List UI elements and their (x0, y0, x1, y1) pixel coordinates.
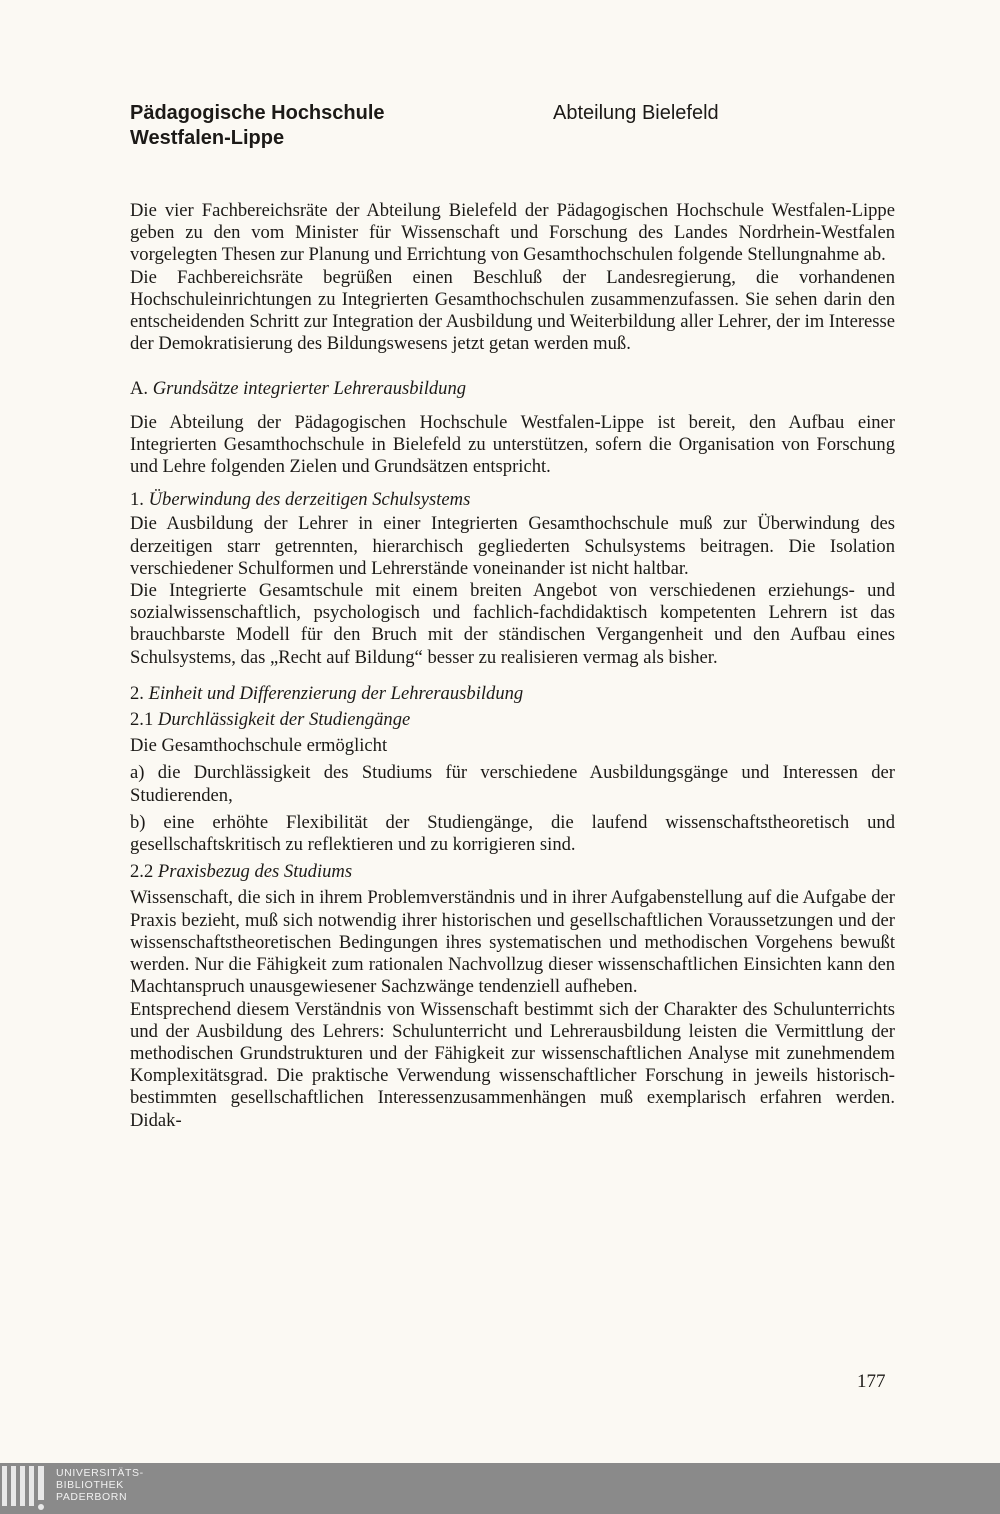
intro-paragraph-1: Die vier Fachbereichsräte der Abteilung Bielefeld der Pädagogischen Hochschule Westfalen-Lippe geben zu den vom Minister für Wissenschaft und Forschung des Landes Nordrhein-Westfalen vorgelegten Thesen zur Planung und Errichtung von Gesamthochschulen folgende Stellungnahme ab. (130, 200, 895, 266)
institution-name (130, 101, 490, 151)
section-a-number: A. (130, 378, 149, 400)
institution-line-2: Westfalen-Lippe (130, 127, 285, 149)
section-2-1-lead: Die Gesamthochschule ermöglicht (130, 735, 388, 757)
section-2-1-item-a: a) die Durchlässigkeit des Studiums für verschiedene Ausbildungsgänge und Interessen der Studierenden, (130, 762, 895, 806)
section-2-2-title: Praxisbezug des Studiums (157, 861, 353, 883)
section-2-1-heading (130, 709, 895, 731)
section-2-1-number: 2.1 (130, 709, 154, 731)
section-2-2-paragraph-2: Entsprechend diesem Verständnis von Wissenschaft bestimmt sich der Charakter des Schulunterrichts und der Ausbildung des Lehrers: Schulunterricht und Lehrerausbildung leisten die Vermittlung der methodischen Grundstrukturen und der Fähigkeit zur wissenschaftlichen Analyse mit zunehmendem Komplexitätsgrad. Die praktische Verwendung wissenschaftlicher Forschung in jeweils historisch-bestimmten gesellschaftlichen Interessenzusammenhängen muß exemplarisch erfahren werden. Didak- (130, 998, 895, 1131)
section-1-paragraph-2: Die Integrierte Gesamtschule mit einem breiten Angebot von verschiedenen erziehungs- und sozialwissenschaftlich, psychologisch und fachlich-fachdidaktisch kompetenten Lehrern ist das brauchbarste Modell für den Bruch mit der ständischen Vergangenheit und den Aufbau eines Schulsystems, das „Recht auf Bildung“ besser zu realisieren vermag als bisher. (130, 580, 895, 668)
section-a-heading (130, 378, 895, 400)
section-a-title: Grundsätze integrierter Lehrerausbildung (152, 378, 467, 400)
page-number: 177 (857, 1371, 886, 1392)
section-2-1-title: Durchlässigkeit der Studiengänge (157, 709, 411, 731)
section-2-2-number: 2.2 (130, 861, 154, 883)
section-1-heading (130, 489, 895, 511)
library-line-2: BIBLIOTHEK (56, 1479, 124, 1491)
library-logo-icon (2, 1466, 46, 1512)
department-name: Abteilung Bielefeld (553, 102, 719, 124)
section-2-title: Einheit und Differenzierung der Lehrerausbildung (148, 682, 524, 704)
section-1-paragraph-1: Die Ausbildung der Lehrer in einer Integrierten Gesamthochschule muß zur Überwindung des derzeitigen starr getrennten, hierarchisch gegliederten Schulsystems beitragen. Die Isolation verschiedener Schulformen und Lehrerstände voneinander ist nicht haltbar. (130, 513, 895, 579)
institution-line-1: Pädagogische Hochschule (130, 102, 385, 124)
section-1-number: 1. (130, 489, 144, 511)
section-2-number: 2. (130, 682, 144, 704)
library-line-3: PADERBORN (56, 1491, 128, 1503)
library-footer-bar (0, 1463, 1000, 1514)
section-1-title: Überwindung des derzeitigen Schulsystems (148, 489, 471, 511)
section-2-heading (130, 683, 895, 705)
section-a-paragraph: Die Abteilung der Pädagogischen Hochschule Westfalen-Lippe ist bereit, den Aufbau einer Integrierten Gesamthochschule in Bielefeld zu unterstützen, sofern die Organisation von Forschung und Lehre folgenden Zielen und Grundsätzen entspricht. (130, 411, 895, 478)
section-2-2-heading (130, 861, 895, 883)
section-2-1-item-b: b) eine erhöhte Flexibilität der Studiengänge, die laufend wissenschaftstheoretisch und gesellschaftskritisch zu reflektieren und zu korrigieren sind. (130, 811, 895, 856)
intro-paragraph-2: Die Fachbereichsräte begrüßen einen Beschluß der Landesregierung, die vorhandenen Hochschuleinrichtungen zu Integrierten Gesamthochschulen zusammenzufassen. Sie sehen darin den entscheidenden Schritt zur Integration der Ausbildung und Weiterbildung aller Lehrer, der im Interesse der Demokratisierung des Bildungswesens jetzt getan werden muß. (130, 266, 895, 355)
document-body (130, 200, 895, 1132)
library-line-1: UNIVERSITÄTS- (56, 1467, 144, 1479)
section-2-2-paragraph-1: Wissenschaft, die sich in ihrem Problemverständnis und in ihrer Aufgabenstellung auf die Aufgabe der Praxis bezieht, muß sich notwendig ihrer historischen und gesellschaftlichen Voraussetzungen und der wissenschaftstheoretischen Bedingungen ihres systematischen und methodischen Vorgehens bewußt werden. Nur die Fähigkeit zum rationalen Nachvollzug dieser wissenschaftlichen Einsichten kann den Machtanspruch unausgewiesener Sachzwänge tendenziell aufheben. (130, 887, 895, 998)
library-name (56, 1467, 144, 1503)
